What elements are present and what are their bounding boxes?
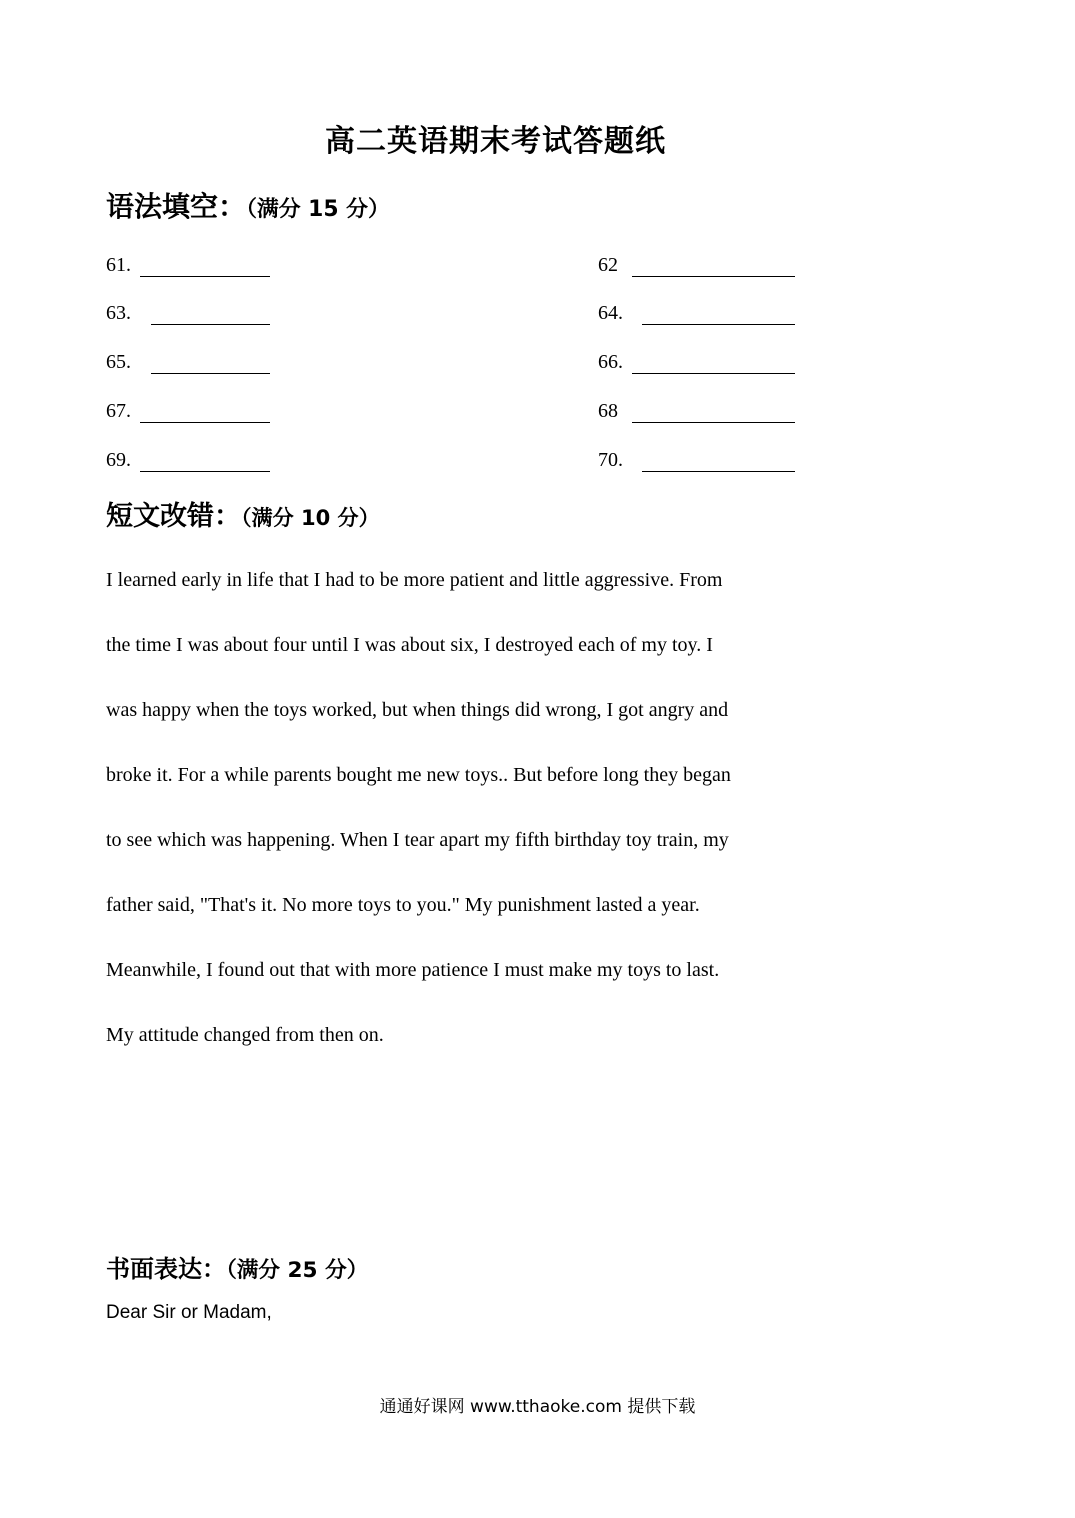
passage-line: Meanwhile, I found out that with more patience I must make my toys to last. [106,959,720,981]
page-title: 高二英语期末考试答题纸 [325,124,666,159]
blank-number: 62 [598,254,618,276]
footer-download-note: 通通好课网 www.tthaoke.com 提供下载 [379,1397,696,1417]
passage-line: I learned early in life that I had to be more patient and little aggressive. From [106,569,723,591]
blank-number: 68 [598,400,618,422]
answer-line[interactable] [632,402,795,423]
passage-line: the time I was about four until I was about six, I destroyed each of my toy. I [106,634,713,656]
answer-blank-67 [106,396,270,423]
correction-passage [106,548,826,1068]
answer-blank-61 [106,250,270,277]
blank-number: 65. [106,351,131,373]
writing-heading-score: （满分 25 分） [226,1258,369,1283]
writing-section-heading [106,1249,368,1284]
answer-line[interactable] [151,353,270,374]
passage-line: father said, "That's it. No more toys to you." My punishment lasted a year. [106,894,700,916]
letter-salutation: Dear Sir or Madam, [106,1302,272,1323]
passage-line: was happy when the toys worked, but when things did wrong, I got angry and [106,699,729,721]
answer-blank-65 [106,347,270,374]
correction-section-heading [106,494,380,533]
blank-number: 64. [598,302,623,324]
answer-blank-66 [598,347,795,374]
answer-line[interactable] [140,402,270,423]
answer-line[interactable] [632,256,795,277]
answer-blank-68 [598,396,795,423]
answer-line[interactable] [642,304,795,325]
answer-blank-62 [598,250,795,277]
answer-line[interactable] [642,451,795,472]
writing-heading-label: 书面表达： [106,1255,226,1283]
grammar-heading-label: 语法填空： [106,190,247,223]
blank-number: 69. [106,449,131,471]
answer-line[interactable] [140,451,270,472]
answer-blank-70 [598,445,795,472]
answer-blank-64 [598,298,795,325]
answer-blank-69 [106,445,270,472]
answer-line[interactable] [140,256,270,277]
answer-blank-63 [106,298,270,325]
blank-number: 70. [598,449,623,471]
blank-number: 63. [106,302,131,324]
answer-line[interactable] [632,353,795,374]
correction-heading-label: 短文改错： [106,501,241,532]
grammar-heading-score: （满分 15 分） [246,197,390,222]
blank-number: 67. [106,400,131,422]
passage-line: broke it. For a while parents bought me new toys.. But before long they began [106,764,731,786]
blank-number: 66. [598,351,623,373]
passage-line: to see which was happening. When I tear apart my fifth birthday toy train, my [106,829,729,851]
blank-number: 61. [106,254,131,276]
grammar-section-heading [106,185,390,225]
correction-heading-score: （满分 10 分） [241,505,380,530]
answer-line[interactable] [151,304,270,325]
passage-line: My attitude changed from then on. [106,1024,384,1046]
